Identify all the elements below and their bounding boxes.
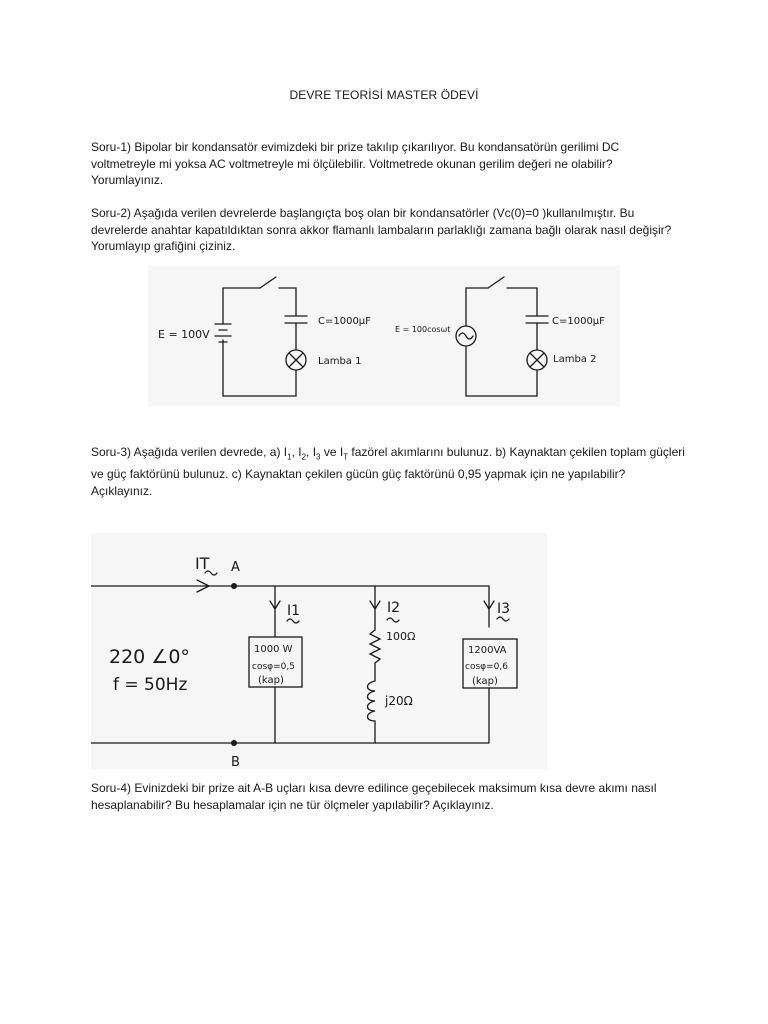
question-3-text-end: fazörel akımlarını bulunuz. b) Kaynaktan çekilen toplam güçleri ve güç faktörünü bulunuz. c) Kaynaktan çekilen gücün güç faktörünü 0,95 yapmak için ne yapılabilir? Açıklayınız. bbox=[91, 445, 685, 498]
load1-type-label: (kap) bbox=[258, 675, 284, 686]
subscript-1: 1 bbox=[287, 452, 292, 462]
parallel-load-circuit-figure bbox=[91, 533, 547, 769]
inductor-label: j20Ω bbox=[385, 694, 413, 708]
node-a-label: A bbox=[231, 560, 240, 575]
capacitor-label-right: C=1000μF bbox=[552, 316, 605, 327]
page-title: DEVRE TEORİSİ MASTER ÖDEVİ bbox=[289, 88, 479, 102]
current-i1-label: I1 bbox=[287, 603, 301, 619]
current-i3-label: I3 bbox=[497, 601, 511, 617]
capacitor-label-left: C=1000μF bbox=[318, 316, 371, 327]
load1-pf-label: cosφ=0,5 bbox=[252, 662, 295, 672]
question-3-text-start: Soru-3) Aşağıda verilen devrede, a) I bbox=[91, 445, 288, 459]
node-a-dot bbox=[231, 583, 237, 589]
load3-pf-label: cosφ=0,6 bbox=[465, 662, 508, 672]
subscript-2: 2 bbox=[301, 452, 307, 462]
current-i2-label: I2 bbox=[387, 600, 401, 616]
total-current-label: IT bbox=[195, 554, 210, 573]
question-3 bbox=[91, 444, 687, 499]
node-b-dot bbox=[231, 740, 237, 746]
load3-power-label: 1200VA bbox=[468, 645, 507, 656]
lamp-label-right: Lamba 2 bbox=[553, 354, 597, 365]
question-4: Soru-4) Evinizdeki bir prize ait A-B uçları kısa devre edilince geçebilecek maksimum kısa devre akımı nasıl hesaplanabilir? Bu hesaplamalar için ne tür ölçmeler yapılabilir? Açıklayınız. bbox=[91, 781, 657, 812]
ac-source-label: E = 100cosωt bbox=[395, 325, 451, 334]
source-voltage-label: 220 ∠0° bbox=[109, 646, 190, 668]
subscript-t: T bbox=[343, 452, 349, 462]
lamp-label-left: Lamba 1 bbox=[318, 356, 362, 367]
question-1: Soru-1) Bipolar bir kondansatör evimizdeki bir prize takılıp çıkarılıyor. Bu kondansatörün gerilimi DC voltmetreyle mi yoksa AC voltmetreyle mi ölçülebilir. Voltmetrede okunan gerilim değeri ne olabilir? Yorumlayınız. bbox=[91, 140, 620, 188]
question-3-separator-2: , I bbox=[306, 445, 317, 459]
question-2: Soru-2) Aşağıda verilen devrelerde başlangıçta boş olan bir kondansatörler (Vc(0)=0 )kullanılmıştır. Bu devrelerde anahtar kapatıldıktan sonra akkor flamanlı lambaların parlaklığı zamana bağlı olarak nasıl değişir? Yorumlayıp grafiğini çiziniz. bbox=[91, 206, 672, 254]
subscript-3: 3 bbox=[316, 452, 321, 462]
frequency-label: f = 50Hz bbox=[113, 675, 188, 695]
load1-power-label: 1000 W bbox=[254, 644, 293, 655]
load3-type-label: (kap) bbox=[472, 676, 498, 687]
node-b-label: B bbox=[231, 755, 240, 769]
question-3-separator-1: , I bbox=[291, 445, 302, 459]
rc-lamp-circuits-figure bbox=[148, 266, 620, 406]
question-3-separator-3: ve I bbox=[320, 445, 344, 459]
resistor-label: 100Ω bbox=[386, 630, 416, 643]
dc-source-label: E = 100V bbox=[158, 328, 210, 341]
